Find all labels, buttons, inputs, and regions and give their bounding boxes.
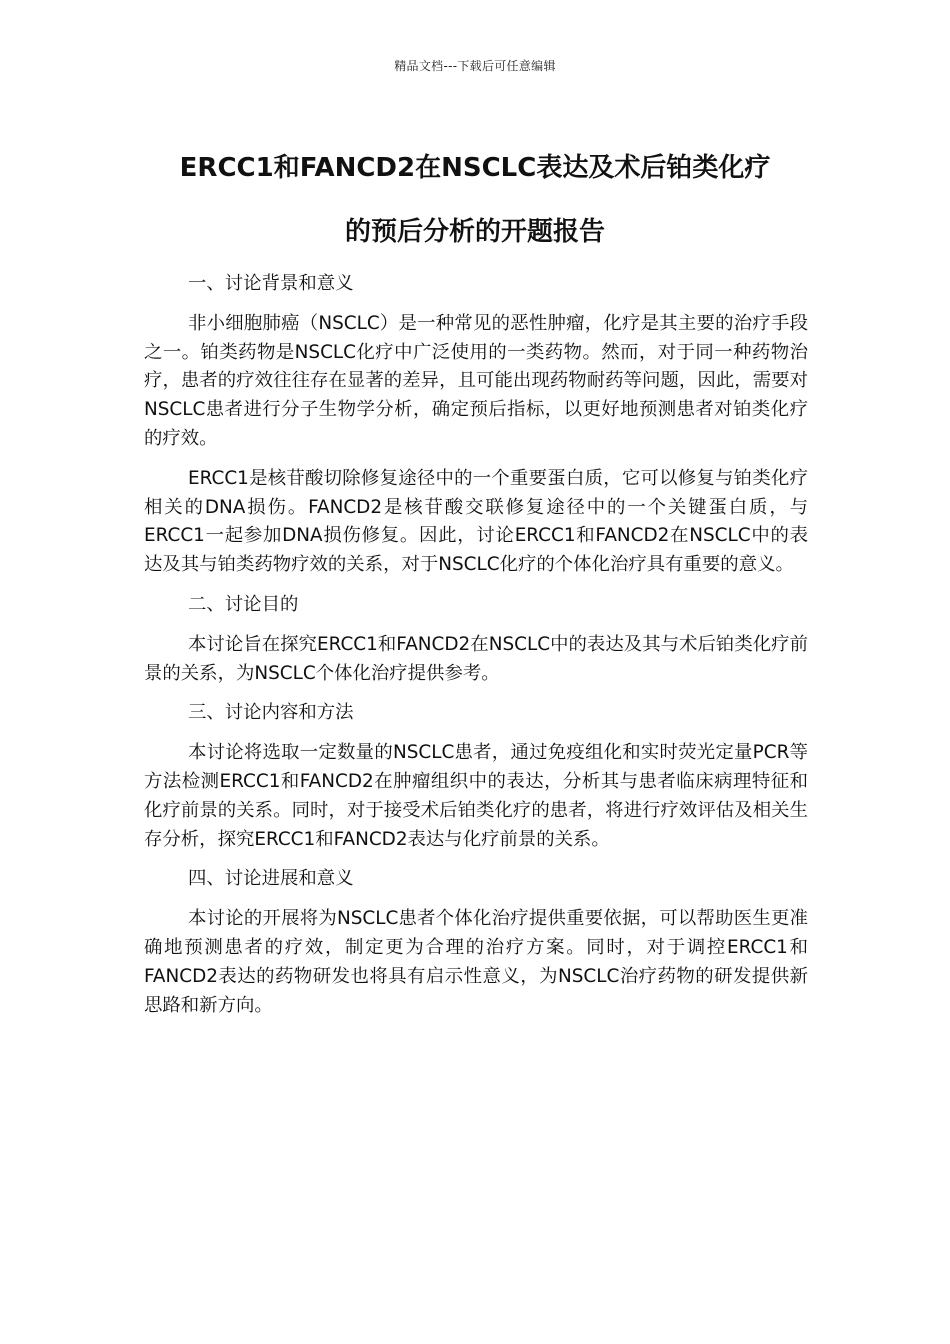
document-title — [120, 136, 830, 264]
paragraph-background-2: ERCC1是核苷酸切除修复途径中的一个重要蛋白质，它可以修复与铂类化疗相关的DNA损伤。FANCD2是核苷酸交联修复途径中的一个关键蛋白质，与ERCC1一起参加DNA损伤修复。因此，讨论ERCC1和FANCD2在NSCLC中的表达及其与铂类药物疗效的关系，对于NSCLC化疗的个体化治疗具有重要的意义。 — [144, 467, 808, 576]
title-line-2: 的预后分析的开题报告 — [344, 217, 605, 247]
section-heading-background: 一、讨论背景和意义 — [188, 273, 354, 294]
page-header-watermark: 精品文档---下载后可任意编辑 — [394, 59, 556, 73]
document-body — [144, 270, 808, 1031]
paragraph-purpose: 本讨论旨在探究ERCC1和FANCD2在NSCLC中的表达及其与术后铂类化疗前景的关系，为NSCLC个体化治疗提供参考。 — [144, 633, 808, 684]
title-line-1: ERCC1和FANCD2在NSCLC表达及术后铂类化疗 — [179, 153, 771, 183]
section-heading-methods: 三、讨论内容和方法 — [188, 702, 354, 724]
section-heading-progress: 四、讨论进展和意义 — [188, 868, 354, 890]
section-heading-purpose: 二、讨论目的 — [188, 593, 299, 615]
paragraph-progress: 本讨论的开展将为NSCLC患者个体化治疗提供重要依据，可以帮助医生更准确地预测患者的疗效，制定更为合理的治疗方案。同时，对于调控ERCC1和FANCD2表达的药物研发也将具有启示性意义，为NSCLC治疗药物的研发提供新思路和新方向。 — [144, 908, 808, 1016]
paragraph-background-1: 非小细胞肺癌（NSCLC）是一种常见的恶性肿瘤，化疗是其主要的治疗手段之一。铂类药物是NSCLC化疗中广泛使用的一类药物。然而，对于同一种药物治疗，患者的疗效往往存在显著的差异，且可能出现药物耐药等问题，因此，需要对NSCLC患者进行分子生物学分析，确定预后指标，以更好地预测患者对铂类化疗的疗效。 — [144, 312, 808, 449]
paragraph-methods: 本讨论将选取一定数量的NSCLC患者，通过免疫组化和实时荧光定量PCR等方法检测ERCC1和FANCD2在肿瘤组织中的表达，分析其与患者临床病理特征和化疗前景的关系。同时，对于接受术后铂类化疗的患者，将进行疗效评估及相关生存分析，探究ERCC1和FANCD2表达与化疗前景的关系。 — [144, 742, 808, 850]
